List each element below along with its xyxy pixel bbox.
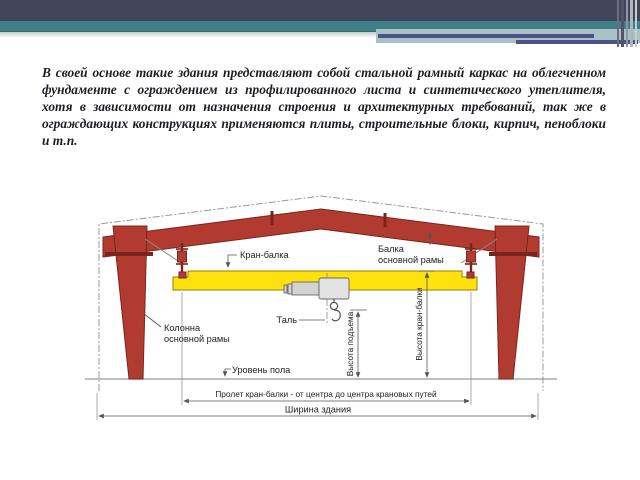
label-balka-2: основной рамы: [378, 255, 444, 265]
building-cross-section-diagram: [85, 193, 560, 428]
header-navy-band: [0, 0, 640, 21]
right-rail-seat: [467, 272, 474, 278]
label-tal: Таль: [276, 315, 297, 325]
header-edge-stripe: [626, 0, 628, 47]
label-balka-1: Балка: [378, 244, 404, 254]
label-kolonna-1: Колонна: [164, 323, 201, 333]
label-prolet: Пролет кран-балки - от центра до центра крановых путей: [215, 389, 437, 399]
right-column: [495, 226, 529, 379]
left-girt: [105, 252, 153, 256]
hook-icon: [330, 299, 340, 321]
label-vysota-podyoma: Высота подъема: [345, 311, 355, 377]
left-column: [113, 226, 147, 379]
right-girt: [489, 252, 537, 256]
header-accent-line-2: [516, 40, 638, 44]
label-shirina: Ширина здания: [284, 404, 352, 415]
horizontal-dimensions: [97, 292, 538, 420]
header-edge-stripe: [630, 0, 633, 47]
header-edge-stripe: [617, 0, 619, 47]
label-kolonna-2: основной рамы: [164, 334, 230, 344]
label-uroven-pola: Уровень пола: [232, 365, 291, 375]
roof-splice-left: [271, 211, 274, 225]
label-vysota-kran-balki: Высота кран-балки: [414, 287, 424, 361]
left-rail-seat: [179, 272, 186, 278]
header-edge-stripe: [635, 0, 637, 47]
roof-splice-right: [384, 213, 387, 227]
roof-beam: [103, 209, 539, 257]
label-kran-balka: Кран-балка: [240, 250, 289, 260]
diagram-labels: [143, 233, 444, 376]
header-accent-line-1: [378, 34, 594, 38]
slide-paragraph: В своей основе такие здания представляют собой стальной рамный каркас на облегченном фундаменте с ограждением из профилированного листа и синтетического утеплителя, хотя в зависимости от назначения строения и архитектурных требований, так же в ограждающих конструкциях применяются плиты, строительные блоки, кирпич, пеноблоки и т.п.: [42, 65, 606, 148]
header-edge-stripe: [621, 0, 624, 47]
